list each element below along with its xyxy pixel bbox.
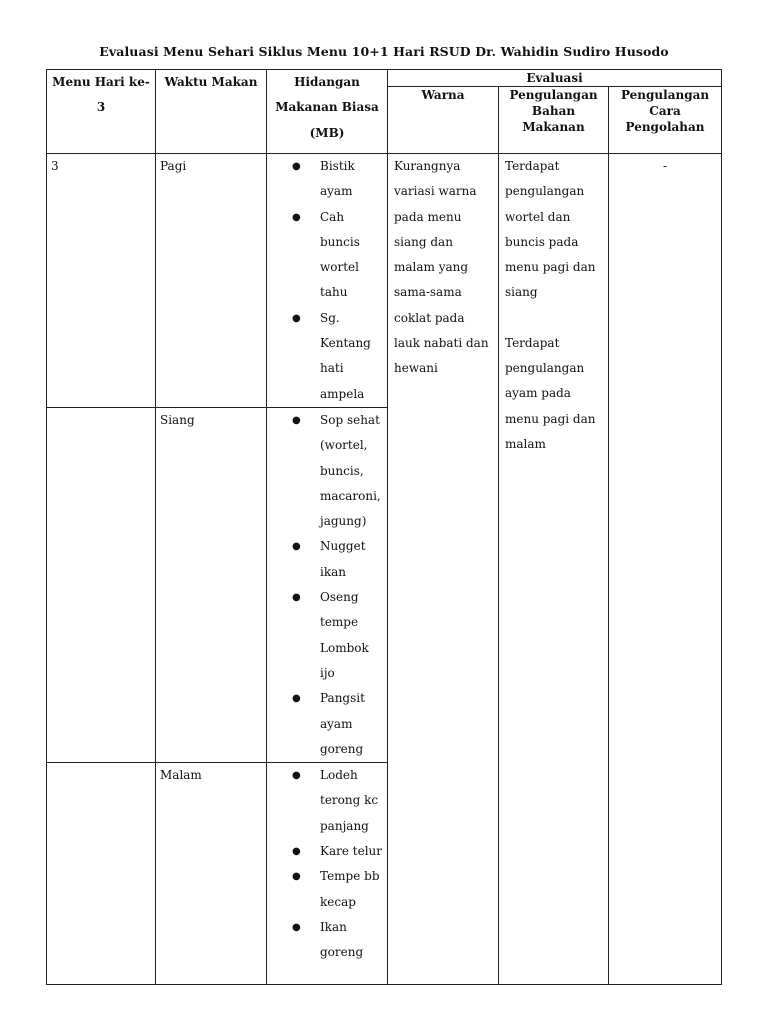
header-warna: Warna: [388, 87, 499, 154]
header-hidangan: Hidangan Makanan Biasa (MB): [267, 70, 388, 154]
header-waktu-makan: Waktu Makan: [156, 70, 267, 154]
bullet-icon: ●: [292, 541, 301, 553]
day-cell-empty: [47, 763, 156, 985]
bullet-icon: ●: [292, 921, 301, 933]
dish-list-siang: [267, 407, 388, 762]
header-pengulangan-cara: Pengulangan Cara Pengolahan: [609, 87, 722, 154]
header-menu-hari: Menu Hari ke-3: [47, 70, 156, 154]
list-item: ● Oseng tempe Lombok ijo: [271, 585, 383, 686]
day-cell-empty: [47, 407, 156, 762]
bullet-icon: ●: [292, 211, 301, 223]
document-title: Evaluasi Menu Sehari Siklus Menu 10+1 Hari RSUD Dr. Wahidin Sudiro Husodo: [99, 44, 669, 59]
bullet-icon: ●: [292, 414, 301, 426]
bullet-icon: ●: [292, 871, 301, 883]
list-item: ● Ikan goreng: [271, 915, 383, 966]
bullet-icon: ●: [292, 770, 301, 782]
list-item: ● Nugget ikan: [271, 534, 383, 585]
list-item: ● Kare telur: [271, 839, 383, 864]
evaluation-warna: Kurangnya variasi warna pada menu siang dan malam yang sama-sama coklat pada lauk nabati dan hewani: [388, 154, 499, 985]
list-item: ● Tempe bb kecap: [271, 864, 383, 915]
bullet-icon: ●: [292, 592, 301, 604]
header-row-1: [47, 70, 722, 87]
bullet-icon: ●: [292, 846, 301, 858]
row-pagi: [47, 154, 722, 408]
meal-time-malam: Malam: [156, 763, 267, 985]
evaluation-pengulangan-cara: -: [609, 154, 722, 985]
dish-list-pagi: [267, 154, 388, 408]
header-pengulangan-bahan: Pengulangan Bahan Makanan: [499, 87, 609, 154]
list-item: ● Bistik ayam: [271, 154, 383, 205]
evaluation-pengulangan-bahan: Terdapat pengulangan wortel dan buncis pada menu pagi dan siang Terdapat pengulangan ayam pada menu pagi dan malam: [499, 154, 609, 985]
dish-list-malam: [267, 763, 388, 985]
meal-time-siang: Siang: [156, 407, 267, 762]
list-item: ● Sop sehat (wortel, buncis, macaroni, jagung): [271, 408, 383, 534]
evaluation-table: [46, 69, 722, 985]
day-cell: 3: [47, 154, 156, 408]
bullet-icon: ●: [292, 312, 301, 324]
list-item: ● Sg. Kentang hati ampela: [271, 306, 383, 407]
bullet-icon: ●: [292, 693, 301, 705]
list-item: ● Cah buncis wortel tahu: [271, 205, 383, 306]
bullet-icon: ●: [292, 161, 301, 172]
header-evaluasi: Evaluasi: [388, 70, 722, 87]
meal-time-pagi: Pagi: [156, 154, 267, 408]
list-item: ● Pangsit ayam goreng: [271, 686, 383, 762]
list-item: ● Lodeh terong kc panjang: [271, 763, 383, 839]
